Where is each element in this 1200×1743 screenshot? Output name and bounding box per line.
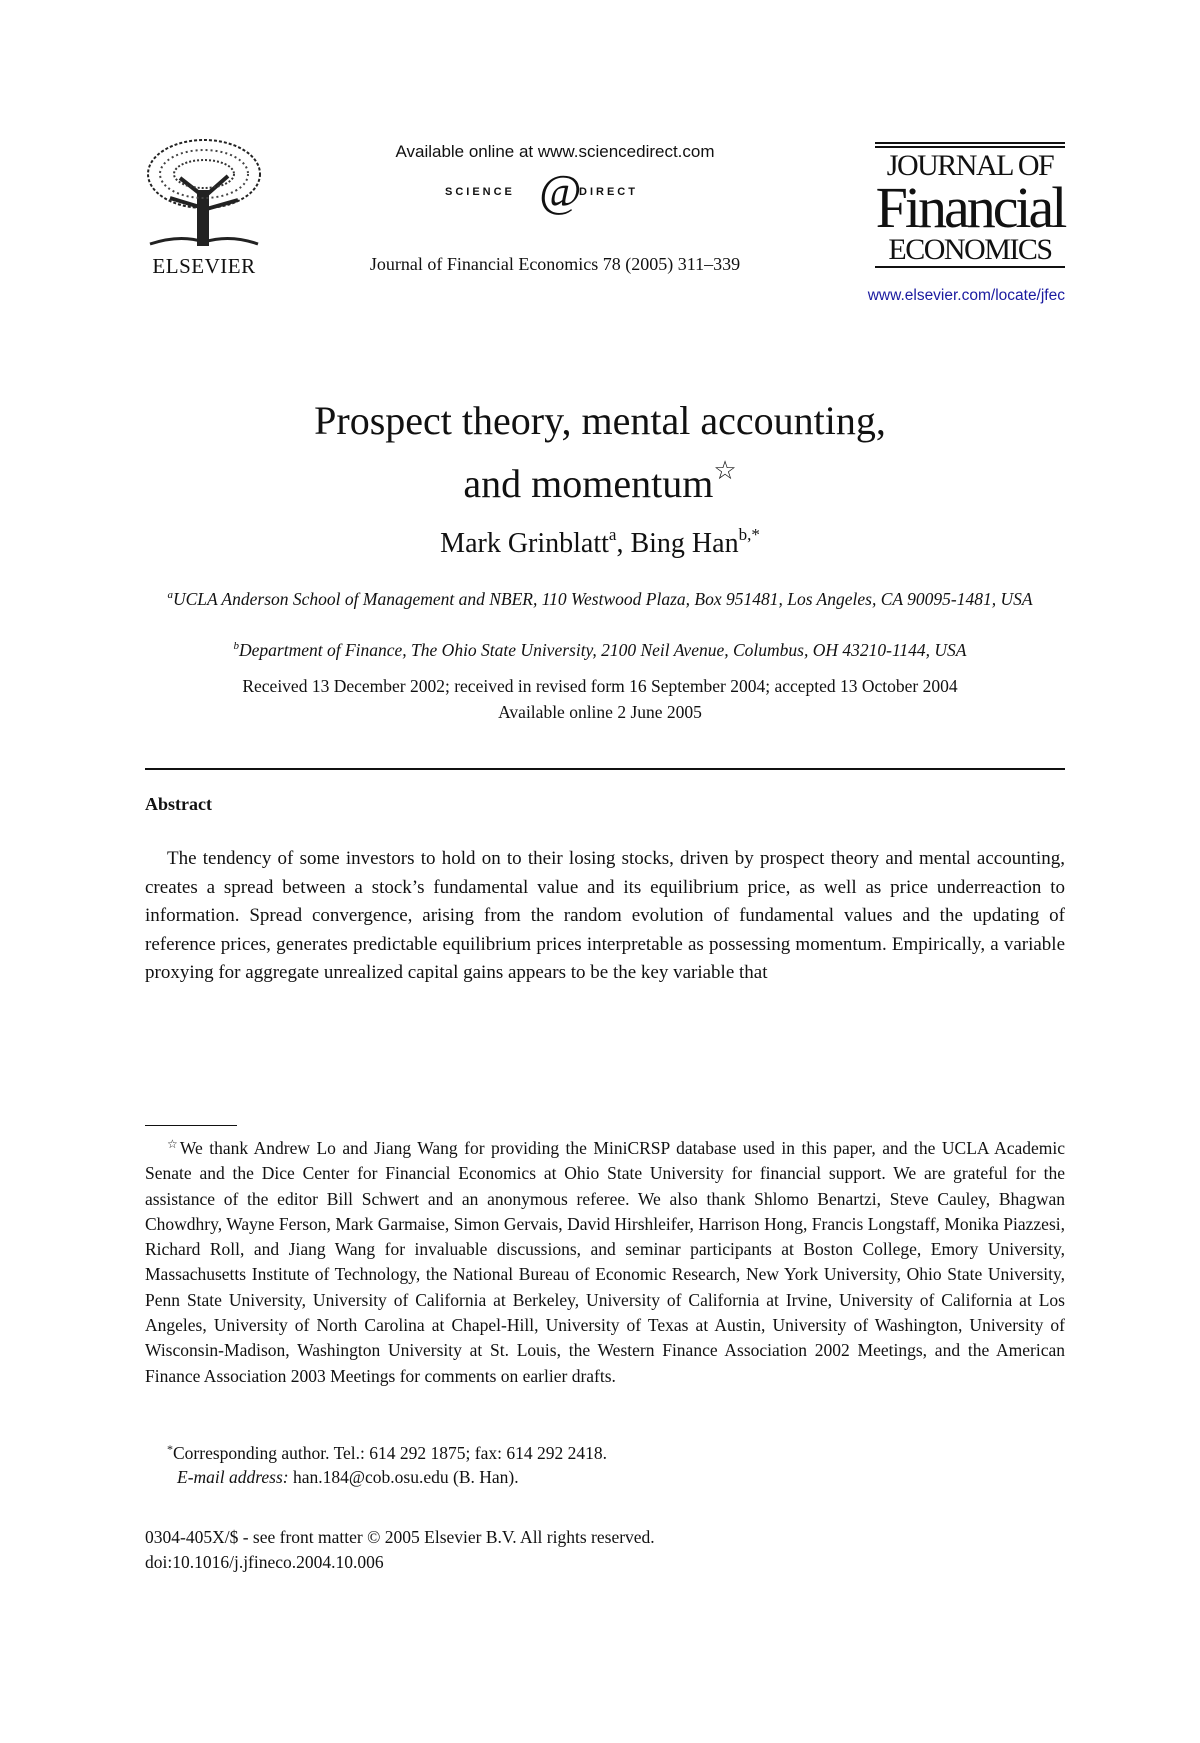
- masthead-line1: JOURNAL OF: [886, 149, 1054, 182]
- author-name: Bing Han: [630, 528, 739, 559]
- title-footnote-star[interactable]: ☆: [713, 456, 737, 485]
- available-online-date: Available online 2 June 2005: [498, 702, 702, 722]
- email-footnote: E-mail address: han.184@cob.osu.edu (B. Han).: [177, 1467, 519, 1487]
- title-line-1: Prospect theory, mental accounting,: [314, 398, 886, 443]
- abstract-text: The tendency of some investors to hold on to their losing stocks, driven by prospect theory and mental accounting, creates a spread between a stock’s fundamental value and its equilibrium price, as well as price underreaction to information. Spread convergence, arising from the random evolution of fundamental values and the updating of reference prices, generates predictable equilibrium prices interpretable as possessing momentum. Empirically, a variable proxying for aggregate unrealized capital gains appears to be the key variable that: [145, 848, 1065, 983]
- sd-logo-at-icon: @: [539, 165, 582, 216]
- article-title: [150, 396, 1050, 509]
- elsevier-wordmark: ELSEVIER: [152, 254, 256, 278]
- sd-logo-direct: DIRECT: [579, 186, 638, 198]
- email-address[interactable]: han.184@cob.osu.edu (B. Han).: [293, 1467, 519, 1487]
- author-affiliation-mark[interactable]: b,*: [738, 525, 760, 544]
- received-dates: Received 13 December 2002; received in revised form 16 September 2004; accepted 13 October 2004: [242, 676, 958, 696]
- journal-masthead: [875, 142, 1065, 270]
- masthead-rule: [875, 266, 1065, 268]
- doi-line[interactable]: doi:10.1016/j.jfineco.2004.10.006: [145, 1552, 384, 1572]
- author-name: Mark Grinblatt: [440, 528, 609, 559]
- copyright-line: 0304-405X/$ - see front matter © 2005 Elsevier B.V. All rights reserved.: [145, 1527, 655, 1547]
- footnote-divider: [145, 1125, 237, 1126]
- copyright-block: [145, 1525, 655, 1575]
- section-divider: [145, 768, 1065, 770]
- masthead-line3: ECONOMICS: [888, 233, 1052, 266]
- title-line-2: and momentum☆: [463, 456, 737, 506]
- journal-citation: Journal of Financial Economics 78 (2005) 311–339: [369, 254, 741, 274]
- sciencedirect-logo: [445, 165, 685, 222]
- affiliation-a: $^a$UCLA Anderson School of Management and NBER, 110 Westwood Plaza, Box 951481, Los Angeles, CA 90095-1481, USA: [167, 589, 1033, 609]
- article-history: [150, 673, 1050, 725]
- author-affiliation-mark[interactable]: a: [608, 525, 617, 544]
- masthead-line2: Financial: [875, 175, 1065, 240]
- corresponding-author-footnote: *Corresponding author. Tel.: 614 292 1875; fax: 614 292 2418.: [167, 1442, 607, 1463]
- masthead-rule: [875, 146, 1065, 148]
- affiliation-b: $^b$Department of Finance, The Ohio State University, 2100 Neil Avenue, Columbus, OH 43210-1144, USA: [233, 640, 967, 660]
- author-list: Mark Grinblatt$^a$, Bing Han$^{b,*}$: [440, 525, 760, 559]
- sd-logo-science: SCIENCE: [445, 186, 515, 198]
- acknowledgement-footnote: ☆We thank Andrew Lo and Jiang Wang for providing the MiniCRSP database used in this paper, and the UCLA Academic Senate and the Dice Center for Financial Economics at Ohio State University for financial support. We are grateful for the assistance of the editor Bill Schwert and an anonymous referee. We also thank Shlomo Benartzi, Steve Cauley, Bhagwan Chowdhry, Wayne Ferson, Mark Garmaise, Simon Gervais, David Hirshleifer, Harrison Hong, Francis Longstaff, Monika Piazzesi, Richard Roll, and Jiang Wang for invaluable discussions, and seminar participants at Boston College, Emory University, Massachusetts Institute of Technology, the National Bureau of Economic Research, New York University, Ohio State University, Penn State University, University of California at Berkeley, University of California at Irvine, University of California at Los Angeles, University of North Carolina at Chapel-Hill, University of Texas at Austin, University of Washington, University of Wisconsin-Madison, Washington University at St. Louis, the Western Finance Association 2002 Meetings, and the American Finance Association 2003 Meetings for comments on earlier drafts.: [145, 1137, 1065, 1386]
- journal-url-link[interactable]: www.elsevier.com/locate/jfec: [867, 287, 1065, 304]
- abstract-heading: Abstract: [145, 794, 212, 814]
- masthead-rule: [875, 142, 1065, 144]
- available-online-line: Available online at www.sciencedirect.com: [395, 142, 715, 161]
